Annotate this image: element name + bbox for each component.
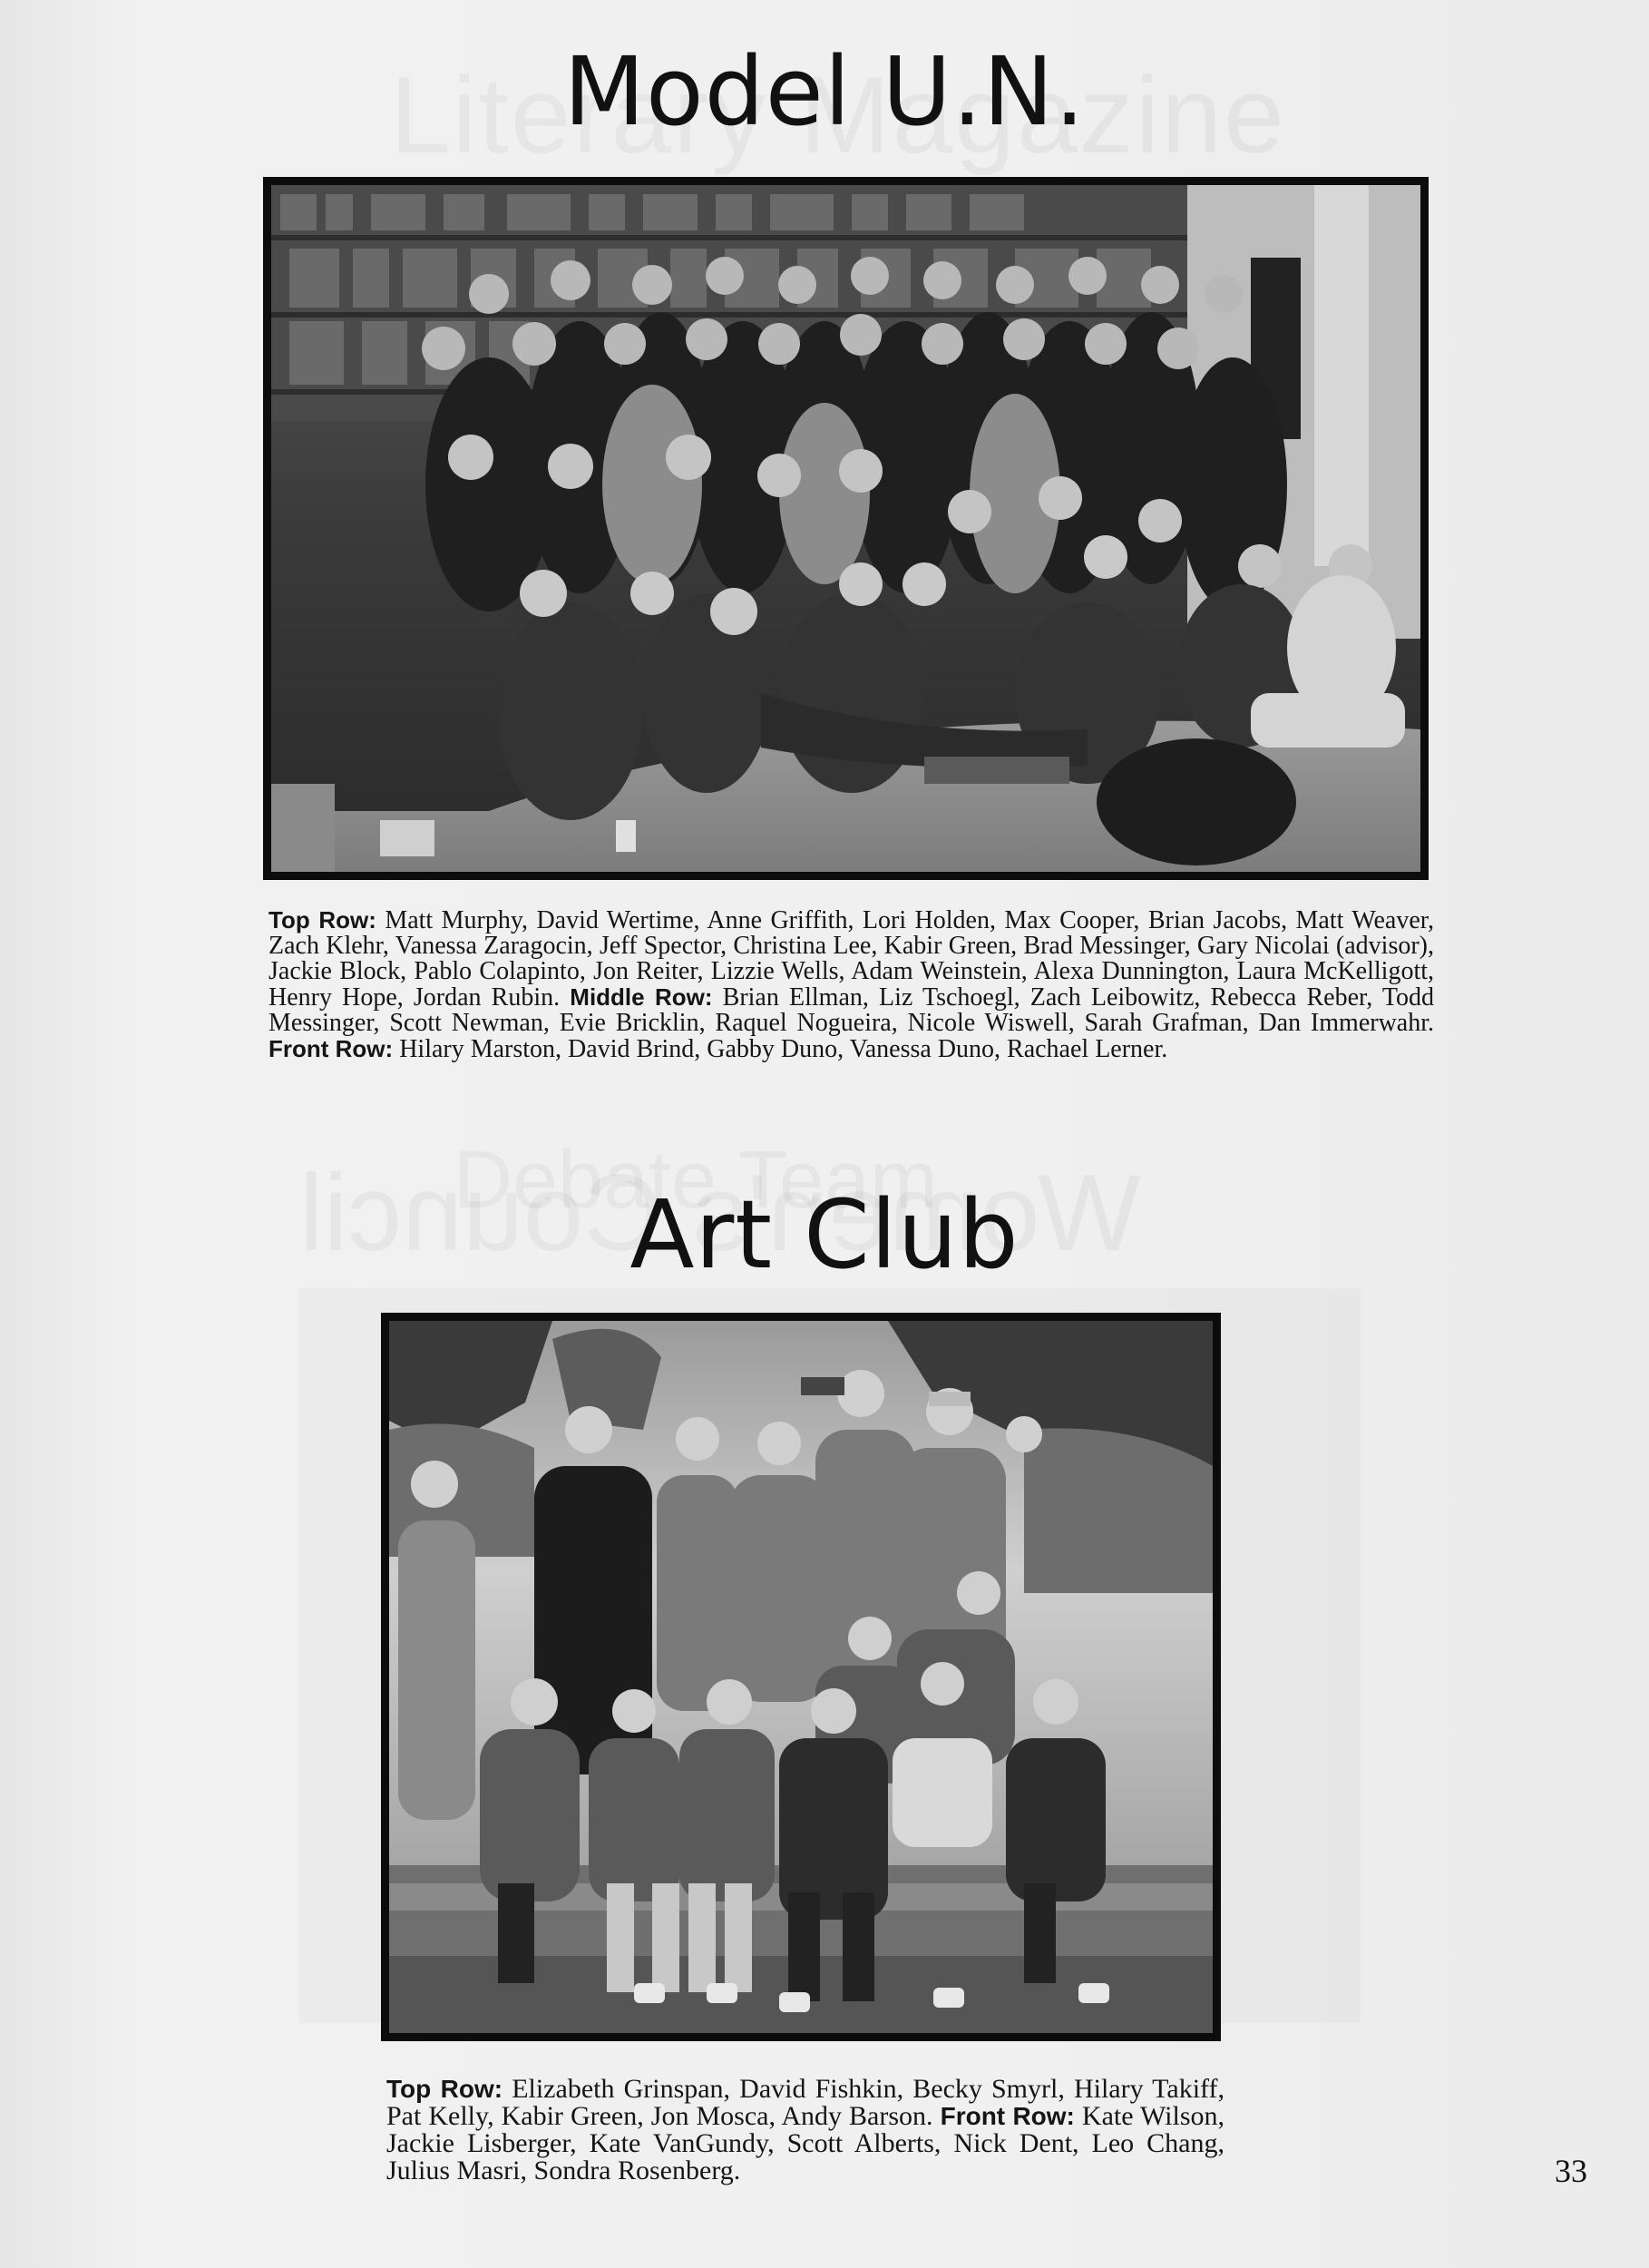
art-club-caption [386, 2076, 1225, 2185]
caption-names: Elizabeth Grinspan, David Fishkin, Becky Smyrl, Hilary Takiff, Pat Kelly, Kabir Green, Jon Mosca, Andy Barson. [386, 2074, 1225, 2131]
caption-row-label: Front Row: [940, 2102, 1075, 2130]
page-number: 33 [1555, 2153, 1587, 2189]
caption-row-label: Front Row: [268, 1035, 394, 1062]
caption-row-label: Middle Row: [570, 983, 713, 1011]
caption-names: Matt Murphy, David Wertime, Anne Griffith, Lori Holden, Max Cooper, Brian Jacobs, Matt Weaver, Zach Klehr, Vanessa Zaragocin, Jeff Spector, Christina Lee, Kabir Green, Brad Messinger, Gary Nicolai (advisor), Jackie Block, Pablo Colapinto, Jon Reiter, Lizzie Wells, Adam Weinstein, Alexa Dunnington, Laura McKelligott, Henry Hope, Jordan Rubin. [268, 906, 1434, 1012]
caption-row-label: Top Row: [386, 2075, 503, 2103]
caption-names: Brian Ellman, Liz Tschoegl, Zach Leibowitz, Rebecca Reber, Todd Messinger, Scott Newman, Evie Bricklin, Raquel Nogueira, Nicole Wiswell, Sarah Grafman, Dan Immerwahr. [268, 983, 1434, 1037]
caption-names: Hilary Marston, David Brind, Gabby Duno, Vanessa Duno, Rachael Lerner. [399, 1035, 1168, 1063]
section-title-model-un: Model U.N. [563, 36, 1086, 147]
model-un-caption [268, 907, 1434, 1062]
model-un-group-photo [263, 177, 1429, 880]
art-club-group-photo [381, 1313, 1221, 2041]
section-title-art-club: Art Club [629, 1179, 1020, 1290]
caption-row-label: Top Row: [268, 906, 376, 934]
photo-illustration [271, 185, 1420, 872]
photo-illustration [389, 1321, 1213, 2033]
caption-names: Kate Wilson, Jackie Lisberger, Kate VanGundy, Scott Alberts, Nick Dent, Leo Chang, Julius Masri, Sondra Rosenberg. [386, 2101, 1225, 2185]
